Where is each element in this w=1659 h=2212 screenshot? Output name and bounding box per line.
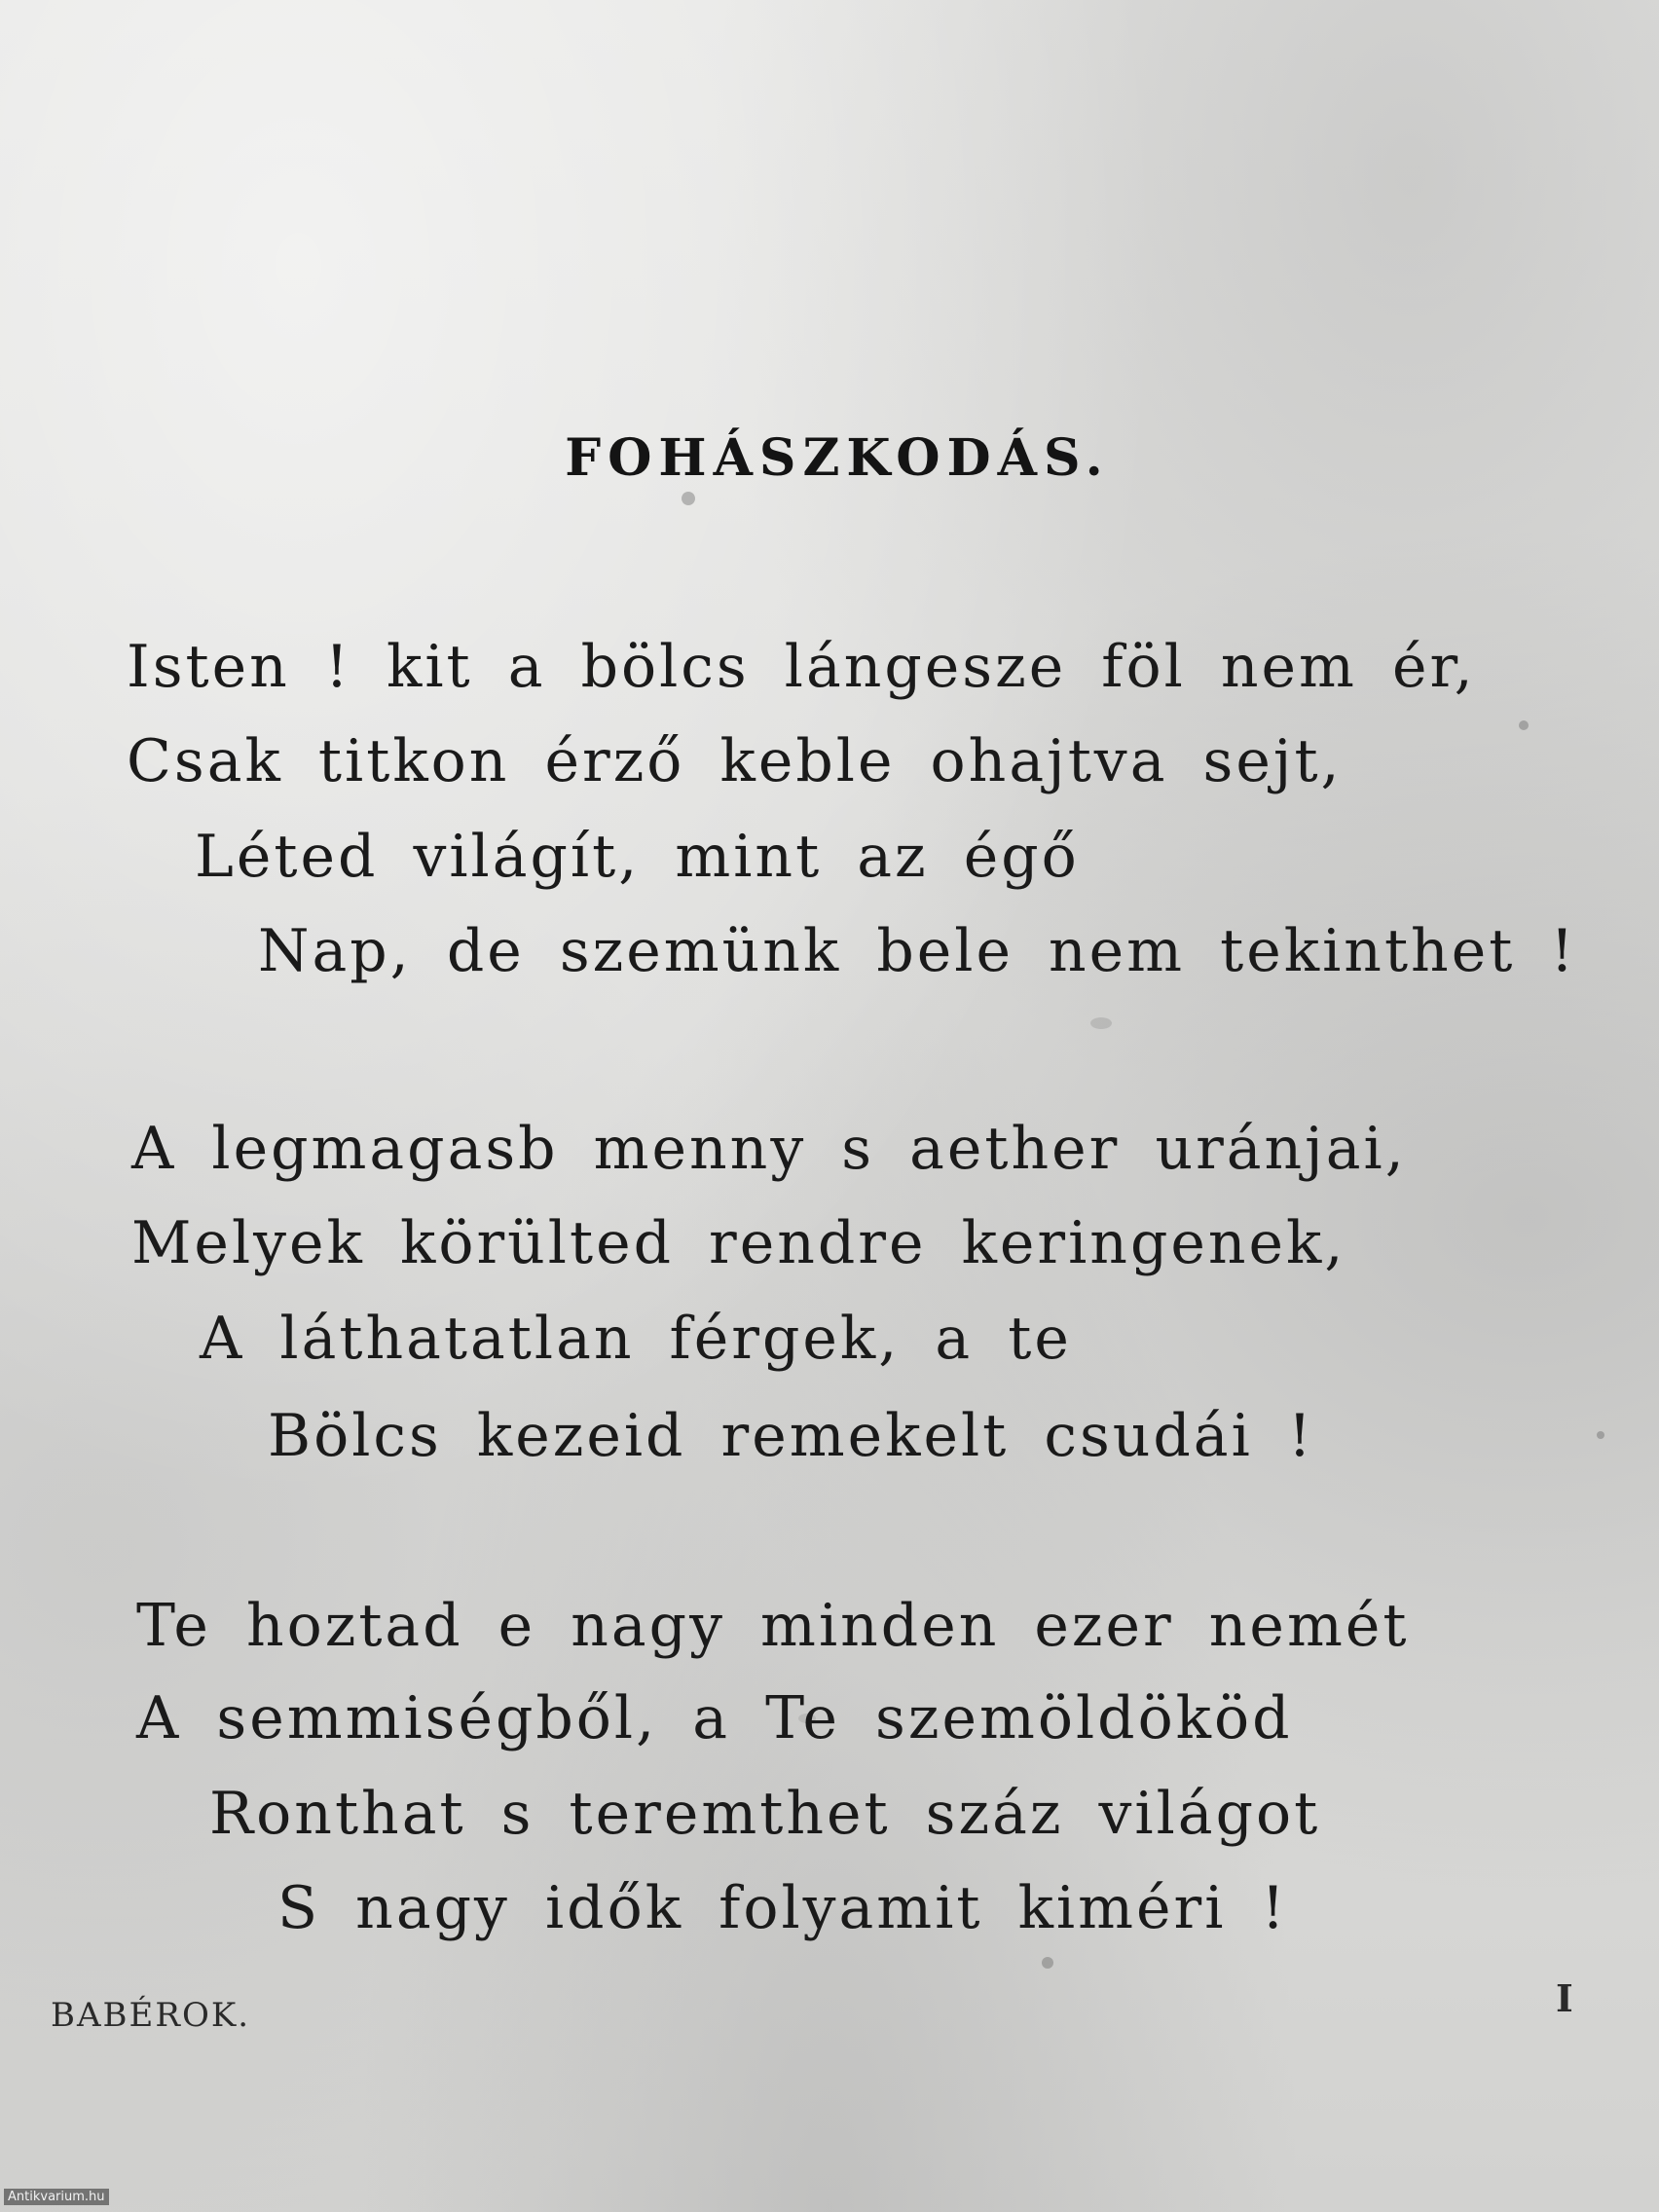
poem-line: Te hoztad e nagy minden ezer nemét: [136, 1592, 1410, 1660]
paper-speck: [1519, 720, 1529, 730]
poem-line: Melyek körülted rendre keringenek,: [131, 1209, 1346, 1277]
paper-speck: [682, 492, 695, 505]
poem-line: Csak titkon érző keble ohajtva sejt,: [127, 727, 1343, 795]
poem-line: Nap, de szemünk bele nem tekinthet !: [258, 917, 1577, 985]
book-title-footer: BABÉROK.: [51, 1996, 251, 2035]
poem-line: Léted világít, mint az égő: [195, 823, 1080, 891]
poem-line: A láthatatlan férgek, a te: [200, 1305, 1072, 1373]
poem-line: Isten ! kit a bölcs lángesze föl nem ér,: [127, 633, 1476, 701]
poem-line: Bölcs kezeid remekelt csudái !: [268, 1402, 1314, 1470]
paper-speck: [1597, 1431, 1604, 1439]
poem-line: A legmagasb menny s aether uránjai,: [131, 1115, 1407, 1183]
watermark: Antikvarium.hu: [4, 2189, 109, 2205]
paper-speck: [1090, 1017, 1112, 1029]
poem-line: Ronthat s teremthet száz világot: [209, 1780, 1321, 1848]
poem-line: S nagy idők folyamit kiméri !: [277, 1874, 1288, 1942]
paper-speck: [1042, 1957, 1053, 1969]
poem-title: FOHÁSZKODÁS.: [565, 428, 1110, 488]
poem-line: A semmiségből, a Te szemöldököd: [136, 1684, 1293, 1752]
signature-mark: I: [1556, 1976, 1573, 2020]
